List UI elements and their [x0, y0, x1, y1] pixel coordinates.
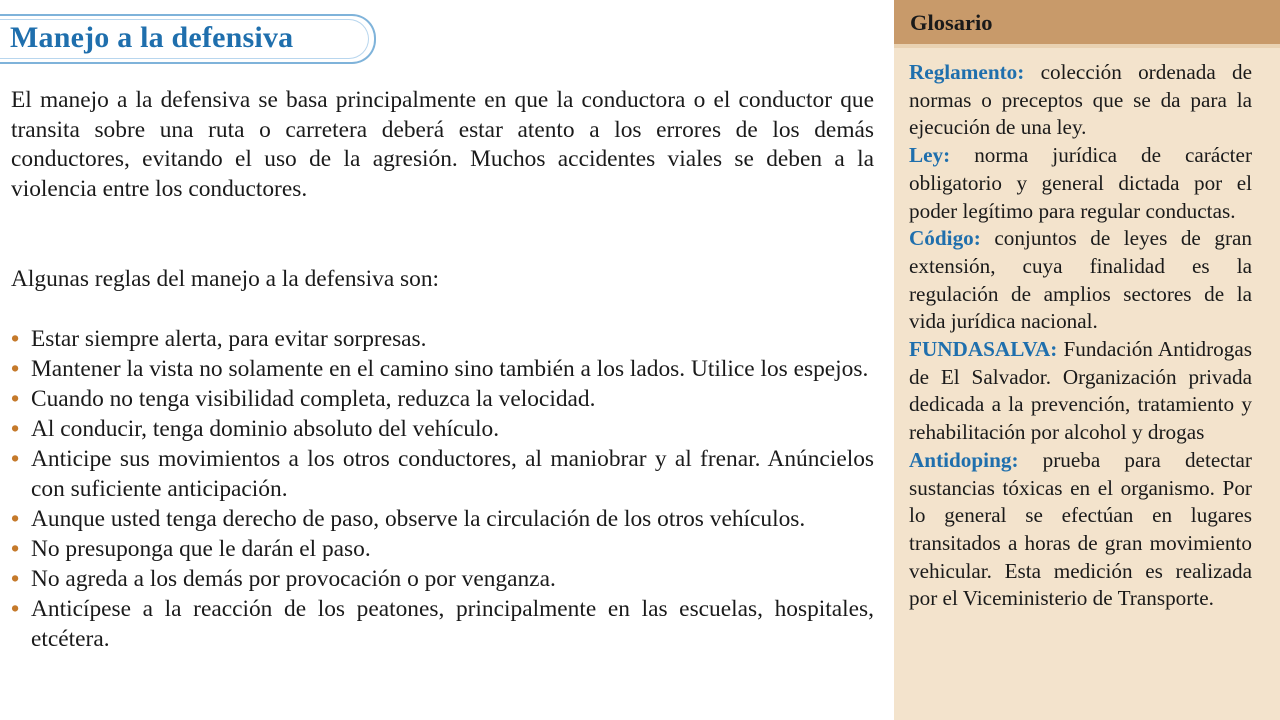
bullet-icon: •: [11, 326, 20, 352]
bullet-icon: •: [11, 446, 20, 472]
rule-text: Anticipe sus movimientos a los otros conductores, al maniobrar y al frenar. Anúncielos con suficiente anticipación.: [31, 446, 874, 502]
rule-text: Al conducir, tenga dominio absoluto del vehículo.: [31, 416, 500, 442]
glossary-term: Código:: [909, 226, 981, 251]
glossary-list: [909, 59, 1252, 613]
intro-paragraph: El manejo a la defensiva se basa principalmente en que la conductora o el conductor que transita sobre una ruta o carretera deberá estar atento a los errores de los demás conductores, evitando el uso de la agresión. Muchos accidentes viales se deben a la violencia entre los conductores.: [11, 87, 874, 202]
list-item: [11, 444, 874, 504]
list-item: [11, 414, 874, 444]
rule-text: No agreda a los demás por provocación o por venganza.: [31, 566, 556, 592]
glossary-entry: [909, 336, 1252, 447]
glossary-definition: Fundación Antidrogas de El Salvador. Organización privada dedicada a la prevención, tratamiento y rehabilitación por alcohol y drogas: [909, 337, 1252, 445]
glossary-term: Antidoping:: [909, 447, 1019, 472]
glossary-definition: conjuntos de leyes de gran extensión, cuya finalidad es la regulación de amplios sectores de la vida jurídica nacional.: [909, 226, 1252, 334]
glossary-entry: [909, 447, 1252, 613]
glossary-header: [894, 0, 1280, 48]
glossary-term: Reglamento:: [909, 60, 1025, 84]
bullet-icon: •: [11, 386, 20, 412]
rule-text: Mantener la vista no solamente en el camino sino también a los lados. Utilice los espejos.: [31, 356, 869, 382]
glossary-title: Glosario: [910, 10, 993, 35]
bullet-icon: •: [11, 356, 20, 382]
bullet-icon: •: [11, 506, 20, 532]
glossary-entry: [909, 225, 1252, 336]
page-title: Manejo a la defensiva: [10, 21, 294, 54]
rules-intro-paragraph: Algunas reglas del manejo a la defensiva son:: [11, 266, 440, 292]
glossary-entry: [909, 59, 1252, 142]
list-item: [11, 594, 874, 654]
list-item: [11, 534, 874, 564]
list-item: [11, 504, 874, 534]
glossary-entry: [909, 142, 1252, 225]
rule-text: Cuando no tenga visibilidad completa, reduzca la velocidad.: [31, 386, 596, 412]
rule-text: Aunque usted tenga derecho de paso, observe la circulación de los otros vehículos.: [31, 506, 806, 532]
glossary-term: Ley:: [909, 143, 951, 168]
glossary-definition: colección ordenada de normas o preceptos que se da para la ejecución de una ley.: [909, 60, 1253, 140]
glossary-definition: prueba para detectar sustancias tóxicas en el organismo. Por lo general se efectúan en lugares transitados a horas de gran movimiento vehicular. Esta medición es realizada por el Viceministerio de Transporte.: [909, 447, 1252, 611]
rule-text: Anticípese a la reacción de los peatones, principalmente en las escuelas, hospitales, etcétera.: [31, 596, 874, 652]
rule-text: No presuponga que le darán el paso.: [31, 536, 371, 562]
bullet-icon: •: [11, 566, 20, 592]
section-title-banner: [0, 14, 376, 64]
glossary-term: FUNDASALVA:: [909, 337, 1058, 362]
bullet-icon: •: [11, 596, 20, 622]
list-item: [11, 384, 874, 414]
list-item: [11, 354, 874, 384]
bullet-icon: •: [11, 416, 20, 442]
bullet-icon: •: [11, 536, 20, 562]
rule-text: Estar siempre alerta, para evitar sorpresas.: [31, 326, 427, 352]
glossary-definition: norma jurídica de carácter obligatorio y general dictada por el poder legítimo para regular conductas.: [909, 143, 1253, 223]
list-item: [11, 324, 874, 354]
rules-list: [11, 324, 874, 654]
list-item: [11, 564, 874, 594]
glossary-panel: [894, 0, 1280, 720]
